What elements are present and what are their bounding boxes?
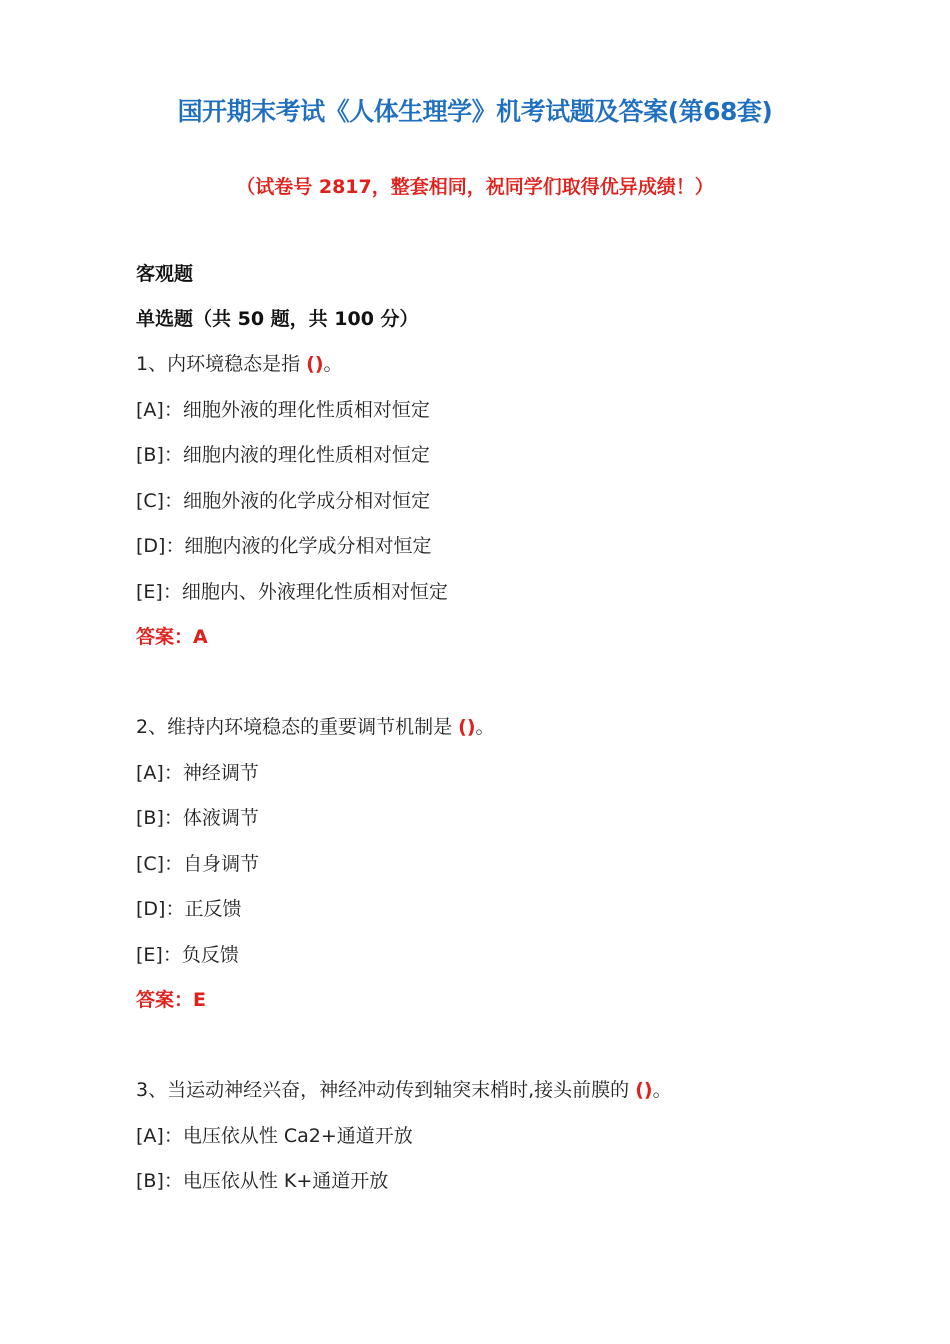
section-subheading: 单选题（共 50 题，共 100 分） bbox=[136, 308, 419, 330]
answer-label: 答案：E bbox=[136, 989, 206, 1011]
document-title: 国开期末考试《人体生理学》机考试题及答案(第68套) bbox=[177, 97, 773, 126]
option-a: [A]：电压依从性 Ca2+通道开放 bbox=[136, 1124, 413, 1147]
answer-blank: () bbox=[306, 353, 324, 375]
document-subtitle: （试卷号 2817，整套相同，祝同学们取得优异成绩！） bbox=[236, 176, 714, 198]
answer-blank: () bbox=[635, 1079, 653, 1101]
answer-label: 答案：A bbox=[136, 626, 208, 648]
question-stem-end: 。 bbox=[652, 1079, 672, 1101]
option-c: [C]：自身调节 bbox=[136, 852, 260, 875]
option-b: [B]：体液调节 bbox=[136, 807, 259, 829]
question-stem-text: 2、维持内环境稳态的重要调节机制是 bbox=[136, 716, 453, 738]
option-b: [B]：细胞内液的理化性质相对恒定 bbox=[136, 444, 430, 466]
question-1 bbox=[136, 346, 896, 664]
option-a: [A]：细胞外液的理化性质相对恒定 bbox=[136, 398, 430, 421]
option-a: [A]：神经调节 bbox=[136, 761, 259, 784]
exam-content bbox=[136, 256, 896, 1209]
question-stem bbox=[136, 1072, 896, 1118]
spacer bbox=[136, 1027, 896, 1072]
question-stem-text: 1、内环境稳态是指 bbox=[136, 353, 301, 375]
question-2 bbox=[136, 709, 896, 1027]
question-stem bbox=[136, 346, 896, 392]
question-stem bbox=[136, 709, 896, 755]
question-3 bbox=[136, 1072, 896, 1209]
question-stem-end: 。 bbox=[323, 353, 343, 375]
section-heading: 客观题 bbox=[136, 263, 194, 285]
option-c: [C]：细胞外液的化学成分相对恒定 bbox=[136, 489, 431, 512]
question-stem-end: 。 bbox=[475, 716, 495, 738]
option-e: [E]：负反馈 bbox=[136, 943, 239, 966]
spacer bbox=[136, 664, 896, 709]
option-b: [B]：电压依从性 K+通道开放 bbox=[136, 1170, 389, 1192]
option-d: [D]：细胞内液的化学成分相对恒定 bbox=[136, 535, 432, 557]
question-stem-text: 3、当运动神经兴奋，神经冲动传到轴突末梢时,接头前膜的 bbox=[136, 1079, 630, 1101]
option-d: [D]：正反馈 bbox=[136, 898, 242, 920]
answer-blank: () bbox=[458, 716, 476, 738]
option-e: [E]：细胞内、外液理化性质相对恒定 bbox=[136, 580, 448, 603]
